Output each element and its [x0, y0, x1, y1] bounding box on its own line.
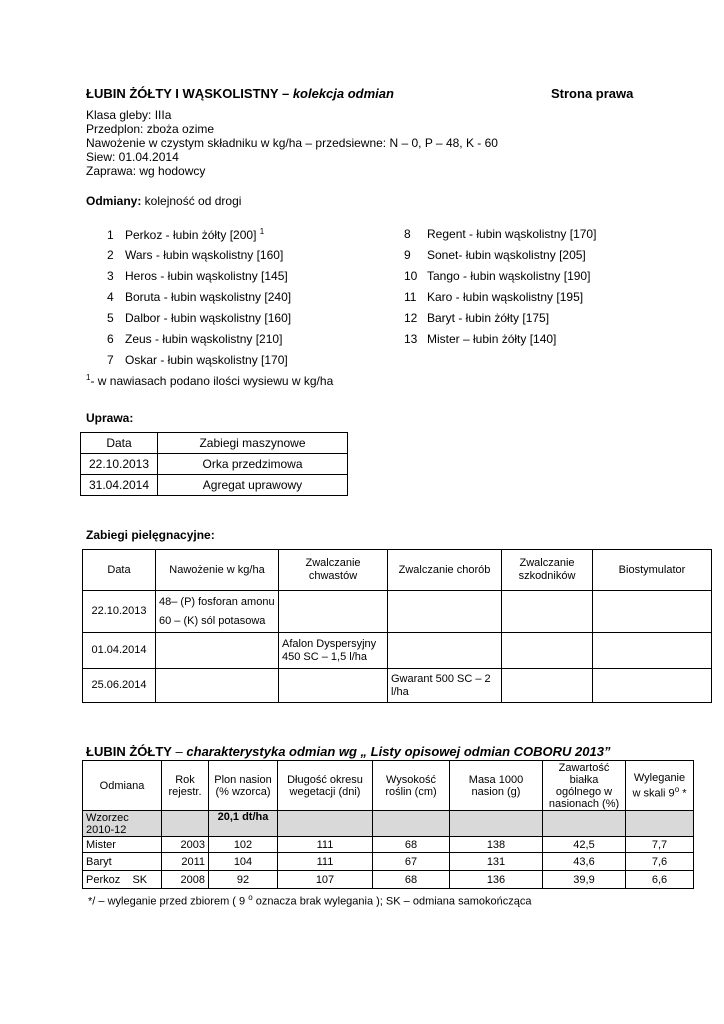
cell: 111: [278, 853, 373, 871]
info-line: Zaprawa: wg hodowcy: [86, 164, 206, 178]
info-line: Klasa gleby: IIIa: [86, 108, 172, 122]
variety-item: 7 Oskar - łubin wąskolistny [170]: [107, 353, 288, 367]
cell: 20,1 dt/ha: [209, 811, 278, 837]
table-row: [83, 669, 712, 703]
cell: 131: [450, 853, 543, 871]
odmiany-text: kolejność od drogi: [141, 194, 242, 208]
cell: [502, 633, 593, 669]
cell: 67: [373, 853, 450, 871]
header-cell: Zwalczanie chwastów: [279, 550, 388, 591]
cell: 136: [450, 871, 543, 889]
cell: 92: [209, 871, 278, 889]
table-row: [83, 633, 712, 669]
odmiany-label: Odmiany:: [86, 194, 142, 208]
uprawa-heading: Uprawa:: [86, 411, 134, 425]
header-cell: Data: [81, 433, 158, 454]
cell: [593, 633, 712, 669]
header-cell: Biostymulator: [593, 550, 712, 591]
cell: Orka przedzimowa: [158, 454, 348, 475]
cell: 39,9: [543, 871, 626, 889]
cell: 31.04.2014: [81, 475, 158, 496]
footnote-lodging: */ – wyleganie przed zbiorem ( 9 $^o$ oznacza brak wylegania ); SK – odmiana samokończąca: [88, 893, 532, 908]
cell: Afalon Dyspersyjny 450 SC – 1,5 l/ha: [279, 633, 388, 669]
table-header-row: [83, 761, 694, 811]
pielegnacja-heading: Zabiegi pielęgnacyjne:: [86, 528, 215, 542]
cell: [156, 669, 279, 703]
cell: [502, 591, 593, 633]
header-cell: Masa 1000 nasion (g): [450, 761, 543, 811]
cell: 2003: [162, 837, 209, 853]
variety-item: 2 Wars - łubin wąskolistny [160]: [107, 248, 284, 262]
cell: [593, 591, 712, 633]
uprawa-table: [80, 432, 348, 496]
cell: [156, 633, 279, 669]
table-header-row: [81, 433, 348, 454]
cell: 6,6: [626, 871, 694, 889]
page-title: [86, 86, 394, 101]
cell: 48– (P) fosforan amonu 60 – (K) sól potasowa: [156, 591, 279, 633]
cell: [450, 811, 543, 837]
cell: [279, 591, 388, 633]
cell: 42,5: [543, 837, 626, 853]
variety-item: 12 Baryt - łubin żółty [175]: [404, 311, 550, 325]
variety-item: 1 Perkoz - łubin żółty [200] $^1$: [107, 227, 265, 242]
info-line: Przedplon: zboża ozime: [86, 122, 215, 136]
cell: Agregat uprawowy: [158, 475, 348, 496]
cell: [593, 669, 712, 703]
table-row: [81, 475, 348, 496]
cell: [162, 811, 209, 837]
title-main: ŁUBIN ŻÓŁTY I WĄSKOLISTNY –: [86, 86, 293, 101]
cell: 138: [450, 837, 543, 853]
variety-item: 13 Mister – łubin żółty [140]: [404, 332, 557, 346]
cell: [279, 669, 388, 703]
header-cell: Plon nasion (% wzorca): [209, 761, 278, 811]
cell: [502, 669, 593, 703]
cell: [388, 633, 502, 669]
header-cell: Odmiana: [83, 761, 162, 811]
cell: Wzorzec 2010-12: [83, 811, 162, 837]
info-line: Siew: 01.04.2014: [86, 150, 179, 164]
cell: 2011: [162, 853, 209, 871]
info-block: [86, 108, 498, 178]
variety-item: 11 Karo - łubin wąskolistny [195]: [404, 290, 584, 304]
variety-item: 5 Dalbor - łubin wąskolistny [160]: [107, 311, 292, 325]
header-cell: Wyleganie w skali 9$^o$ *: [626, 761, 694, 811]
header-cell: Długość okresu wegetacji (dni): [278, 761, 373, 811]
cell: 2008: [162, 871, 209, 889]
cell: 43,6: [543, 853, 626, 871]
cell: Baryt: [83, 853, 162, 871]
cell: [543, 811, 626, 837]
cell: 01.04.2014: [83, 633, 156, 669]
variety-item: 4 Boruta - łubin wąskolistny [240]: [107, 290, 292, 304]
pielegnacja-table: [82, 549, 712, 703]
header-cell: Data: [83, 550, 156, 591]
variety-item: 8 Regent - łubin wąskolistny [170]: [404, 227, 597, 241]
cell: [278, 811, 373, 837]
cell: 104: [209, 853, 278, 871]
cell: 7,7: [626, 837, 694, 853]
table-header-row: [83, 550, 712, 591]
cell: 22.10.2013: [83, 591, 156, 633]
header-cell: Zawartość białka ogólnego w nasionach (%): [543, 761, 626, 811]
cell: Mister: [83, 837, 162, 853]
cell: 7,6: [626, 853, 694, 871]
info-line: Nawożenie w czystym składniku w kg/ha – przedsiewne: N – 0, P – 48, K - 60: [86, 136, 498, 150]
header-cell: Rok rejestr.: [162, 761, 209, 811]
cell: 102: [209, 837, 278, 853]
table-row: [83, 837, 694, 853]
header-cell: Zwalczanie szkodników: [502, 550, 593, 591]
table-row: [81, 454, 348, 475]
variety-item: 9 Sonet- łubin wąskolistny [205]: [404, 248, 586, 262]
cell: 111: [278, 837, 373, 853]
header-cell: Nawożenie w kg/ha: [156, 550, 279, 591]
odmiany-line: [86, 194, 241, 208]
table-row: [83, 871, 694, 889]
header-cell: Zwalczanie chorób: [388, 550, 502, 591]
cell: 22.10.2013: [81, 454, 158, 475]
cell: [388, 591, 502, 633]
variety-item: 6 Zeus - łubin wąskolistny [210]: [107, 332, 283, 346]
title-italic: kolekcja odmian: [292, 86, 394, 101]
charakterystyka-table: [82, 760, 694, 889]
cell: Gwarant 500 SC – 2 l/ha: [388, 669, 502, 703]
cell: 68: [373, 837, 450, 853]
variety-item: 10 Tango - łubin wąskolistny [190]: [404, 269, 591, 283]
cell: [373, 811, 450, 837]
charakterystyka-title: ŁUBIN ŻÓŁTY – charakterystyka odmian wg „ Listy opisowej odmian COBORU 2013”: [86, 744, 611, 759]
cell: 107: [278, 871, 373, 889]
table-row: [83, 853, 694, 871]
table-row-wzorzec: [83, 811, 694, 837]
cell: 68: [373, 871, 450, 889]
cell: Perkoz SK: [83, 871, 162, 889]
page-side-label: Strona prawa: [551, 86, 634, 101]
footnote-quantities: $^1$- w nawiasach podano ilości wysiewu w kg/ha: [86, 373, 334, 388]
cell: 25.06.2014: [83, 669, 156, 703]
table-row: [83, 591, 712, 633]
variety-item: 3 Heros - łubin wąskolistny [145]: [107, 269, 288, 283]
header-cell: Wysokość roślin (cm): [373, 761, 450, 811]
cell: [626, 811, 694, 837]
header-cell: Zabiegi maszynowe: [158, 433, 348, 454]
